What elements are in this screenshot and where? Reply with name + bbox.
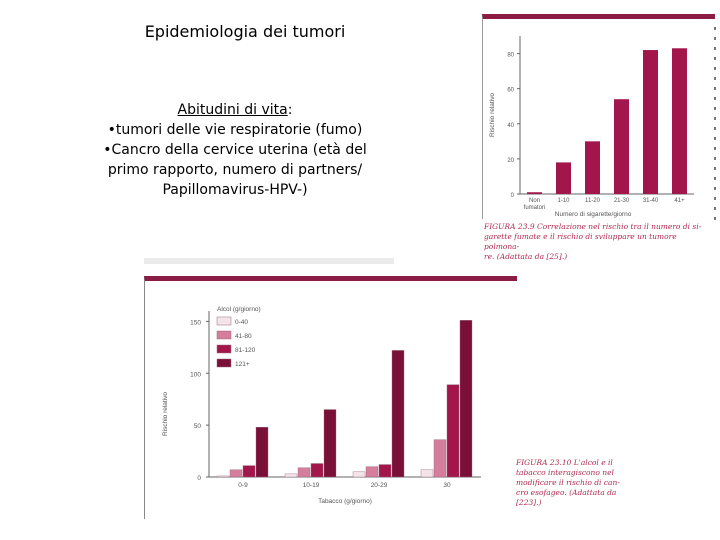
bar — [643, 50, 658, 194]
y-tick-label: 50 — [193, 423, 201, 431]
x-tick-label: 0-9 — [238, 482, 248, 489]
bar — [527, 192, 542, 194]
habits-heading-line — [40, 100, 430, 120]
habits-line-2: •Cancro della cervice uterina (età del — [103, 142, 367, 158]
y-tick-label: 40 — [507, 122, 514, 129]
caption-line: [223].) — [516, 498, 542, 507]
habits-heading: Abitudini di vita — [177, 102, 288, 118]
y-tick-label: 150 — [190, 319, 201, 327]
x-tick-label: 11-20 — [585, 198, 600, 204]
x-tick-label: 21-30 — [613, 198, 630, 204]
bar — [298, 468, 310, 477]
legend-swatch — [217, 359, 231, 367]
bar — [243, 466, 255, 477]
y-tick-label: 0 — [197, 475, 201, 482]
chart-alcohol-tobacco — [145, 281, 517, 519]
legend-label: 0-40 — [235, 319, 249, 326]
bar — [421, 470, 433, 477]
caption-line: modificare il rischio di can- — [516, 478, 620, 487]
bar — [217, 476, 229, 477]
habits-line-3: primo rapporto, numero di partners/ — [107, 162, 363, 178]
bar — [230, 470, 242, 477]
figure-cigarettes — [482, 14, 720, 218]
legend-label: 41-80 — [235, 333, 252, 340]
x-tick-label: 30 — [443, 482, 451, 489]
bar — [447, 385, 459, 477]
figure-alcohol-tobacco — [144, 276, 517, 519]
bar — [672, 48, 687, 194]
bar — [353, 472, 365, 477]
caption-line: FIGURA 23.10 L'alcol e il — [516, 458, 613, 467]
bar — [434, 440, 446, 477]
habits-colon: : — [287, 102, 293, 118]
y-tick-label: 0 — [510, 193, 514, 199]
bar — [285, 474, 297, 477]
y-axis-title: Rischio relativo — [489, 92, 496, 138]
x-tick-label: 41+ — [674, 198, 685, 204]
caption-line: cro esofageo. (Adattata da — [516, 488, 617, 497]
y-axis-title: Rischio relativo — [162, 391, 169, 437]
bar — [366, 467, 378, 477]
x-tick-label: 31-40 — [642, 198, 659, 204]
legend-label: 121+ — [235, 361, 250, 368]
caption-line: re. (Adattata da [25].) — [484, 252, 568, 261]
legend-swatch — [217, 345, 231, 353]
caption-line: garette fumate e il rischio di sviluppare un tumore polmona- — [484, 232, 677, 251]
caption-line: FIGURA 23.9 Correlazione nel rischio tra il numero di si- — [484, 222, 702, 231]
habits-line-4: Papillomavirus-HPV-) — [162, 182, 308, 198]
x-axis-title: Tabacco (g/giorno) — [318, 498, 372, 505]
x-tick-label: fumatori — [523, 205, 546, 211]
legend-title: Alcol (g/giorno) — [217, 306, 261, 313]
y-tick-label: 80 — [507, 52, 514, 59]
x-tick-label: 20-29 — [370, 482, 388, 489]
bar — [392, 350, 404, 477]
slide-title: Epidemiologia dei tumori — [144, 22, 346, 41]
bar — [585, 141, 600, 194]
legend-swatch — [217, 331, 231, 339]
bar — [379, 465, 391, 477]
bar — [311, 464, 323, 477]
x-tick-label: Non — [528, 198, 541, 204]
legend-swatch — [217, 317, 231, 325]
bar — [460, 320, 472, 477]
y-tick-label: 60 — [507, 87, 514, 94]
caption-line: tabacco interagiscono nel — [516, 468, 614, 477]
bar — [614, 99, 629, 194]
scan-artifact — [144, 258, 394, 264]
legend-label: 81-120 — [235, 347, 256, 354]
x-tick-label: 10-19 — [302, 482, 320, 489]
y-tick-label: 100 — [190, 371, 201, 379]
page-edge-marks — [712, 20, 720, 240]
bar — [324, 410, 336, 477]
chart-cigarettes — [482, 14, 714, 218]
habits-line-1: •tumori delle vie respiratorie (fumo) — [107, 122, 363, 138]
x-tick-label: 1-10 — [557, 198, 570, 204]
bar — [256, 427, 268, 477]
bar — [556, 162, 571, 194]
y-tick-label: 20 — [507, 157, 514, 164]
figure-alcohol-caption — [516, 458, 626, 508]
x-axis-title: Numero di sigarette/giorno — [554, 211, 632, 218]
figure-cigarettes-caption — [484, 222, 714, 262]
habits-block — [40, 100, 430, 200]
